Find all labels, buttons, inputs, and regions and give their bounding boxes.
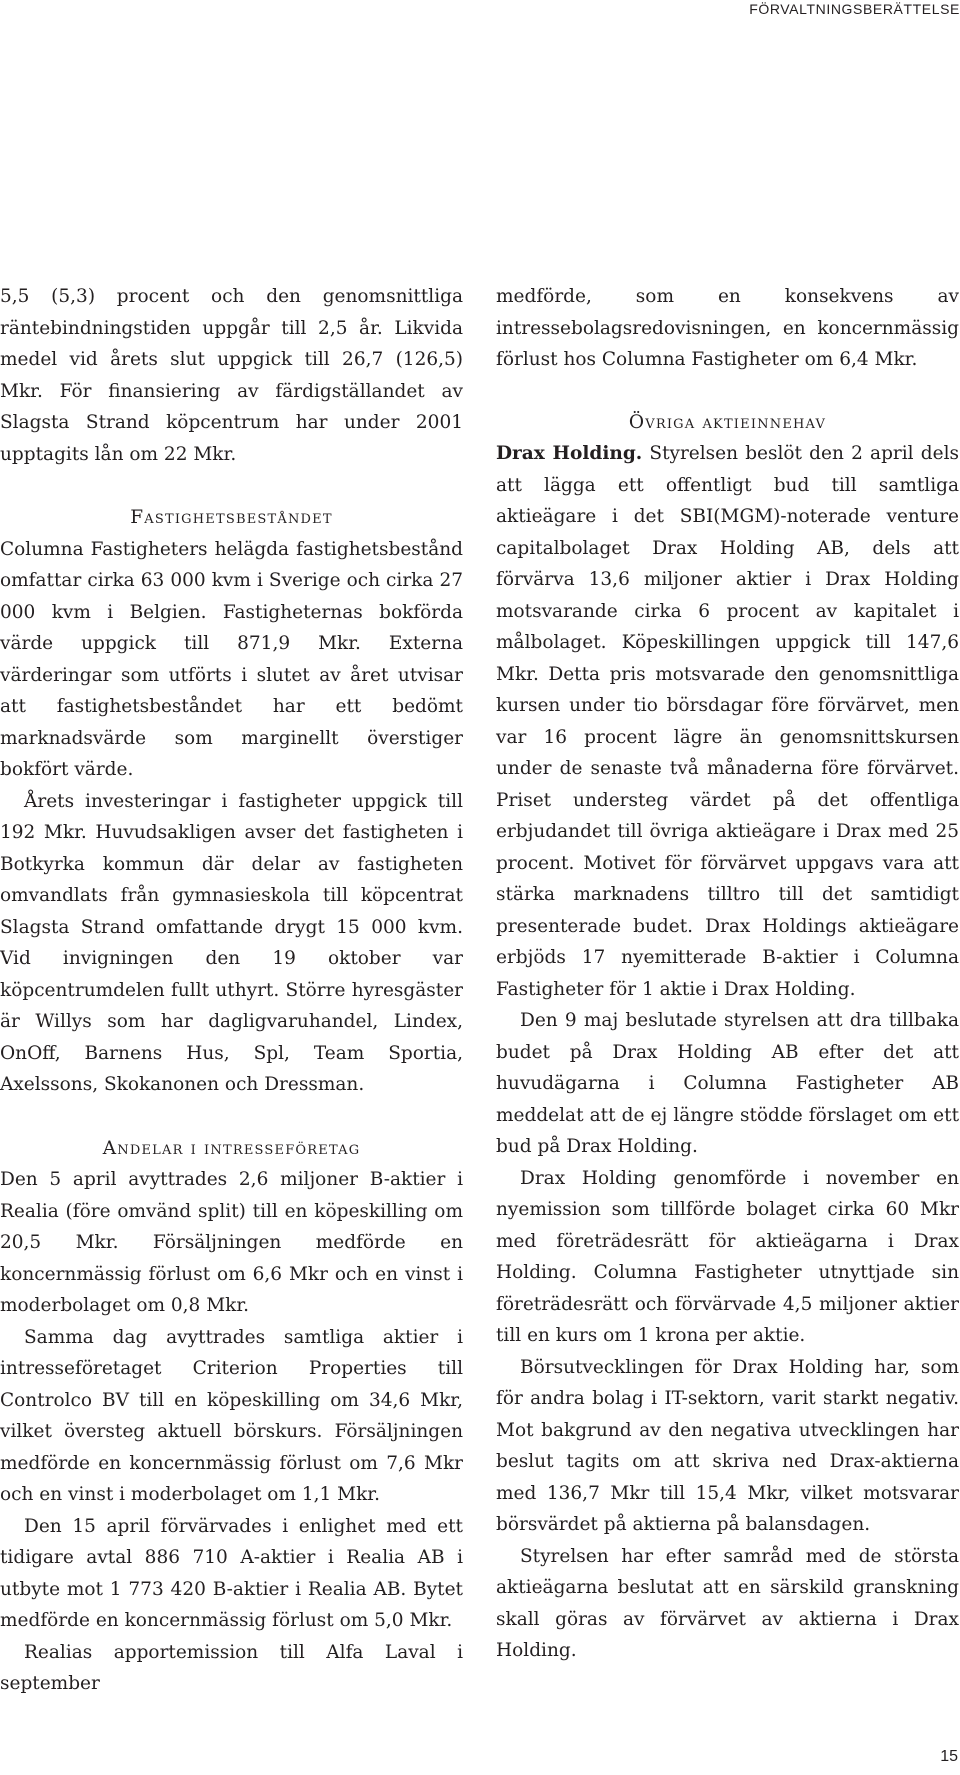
run-in-heading-drax-holding: Drax Holding. — [496, 443, 643, 464]
paragraph: 5,5 (5,3) procent och den genomsnittliga räntebindningstiden uppgår till 2,5 år. Likvida medel vid årets slut uppgick till 26,7 (126,5) Mkr. För finansiering av färdigställandet av Slagsta Strand köpcentrum har under 2001 upptagits lån om 22 Mkr. — [0, 286, 463, 465]
paragraph — [496, 438, 959, 1005]
right-column — [496, 281, 959, 1667]
section-header: FÖRVALTNINGSBERÄTTELSE — [749, 1, 960, 17]
left-column — [0, 281, 463, 1700]
paragraph: Drax Holding genomförde i november en nyemission som tillförde bolaget cirka 60 Mkr med företrädesrätt för aktieägarna i Drax Holding. Columna Fastigheter utnyttjade sin företrädesrätt och förvärvade 4,5 miljoner aktier till en kurs om 1 krona per aktie. — [496, 1167, 959, 1346]
section-heading-fastighetsbestandet: Fastighetsbeståndet — [130, 507, 333, 528]
paragraph: Styrelsen har efter samråd med de största aktieägarna beslutat att en särskild granskning skall göras av förvärvet av aktierna i Drax Holding. — [496, 1545, 959, 1661]
paragraph: Samma dag avyttrades samtliga aktier i intresseföretaget Criterion Properties till Controlco BV till en köpeskilling om 34,6 Mkr, vilket översteg aktuell börskurs. Försäljningen medförde en koncernmässig förlust om 7,6 Mkr och en vinst i moderbolaget om 1,1 Mkr. — [0, 1326, 463, 1505]
paragraph: Den 15 april förvärvades i enlighet med ett tidigare avtal 886 710 A-aktier i Realia AB i utbyte mot 1 773 420 B-aktier i Realia AB. Bytet medförde en koncernmässig förlust om 5,0 Mkr. — [0, 1515, 463, 1631]
paragraph: Columna Fastigheters helägda fastighetsbestånd omfattar cirka 63 000 kvm i Sverige och cirka 27 000 kvm i Belgien. Fastigheternas bokförda värde uppgick till 871,9 Mkr. Externa värderingar som utförts i slutet av året utvisar att fastighetsbeståndet har ett bedömt marknadsvärde som marginellt överstiger bokfört värde. — [0, 538, 463, 780]
paragraph: Årets investeringar i fastigheter uppgick till 192 Mkr. Huvudsakligen avser det fastigheten i Botkyrka kommun där delar av fastigheten omvandlats från gymnasieskola till köpcentrat Slagsta Strand omfattande drygt 15 000 kvm. Vid invigningen den 19 oktober var köpcentrumdelen fullt uthyrt. Större hyresgäster är Willys som har dagligvaruhandel, Lindex, OnOff, Barnens Hus, Spl, Team Sportia, Axelssons, Skokanonen och Dressman. — [0, 790, 463, 1095]
paragraph: medförde, som en konsekvens av intressebolagsredovisningen, en koncernmässig förlust hos Columna Fastigheter om 6,4 Mkr. — [496, 286, 959, 370]
section-heading-ovriga-aktieinnehav: Övriga aktieinnehav — [628, 411, 827, 433]
section-heading-andelar-i-intresseforetag: Andelar i intresseföretag — [102, 1137, 361, 1159]
paragraph: Den 5 april avyttrades 2,6 miljoner B-aktier i Realia (före omvänd split) till en köpeskilling om 20,5 Mkr. Försäljningen medförde en koncernmässig förlust om 6,6 Mkr och en vinst i moderbolaget om 0,8 Mkr. — [0, 1169, 463, 1316]
paragraph: Realias apportemission till Alfa Laval i september — [0, 1641, 463, 1694]
paragraph-text: Styrelsen beslöt den 2 april dels att lägga ett offentligt bud till samtliga aktieägare i det SBI(MGM)-noterade venture capitalbolaget Drax Holding AB, dels att förvärva 13,6 miljoner aktier i Drax Holding motsvarande cirka 6 procent av kapitalet i målbolaget. Köpeskillingen uppgick till 147,6 Mkr. Detta pris motsvarade den genomsnittliga kursen under tio börsdagar före förvärvet, men var 16 procent lägre än genomsnittskursen under de senaste två månaderna före förvärvet. Priset understeg värdet på det offentliga erbjudandet till övriga aktieägare i Drax med 25 procent. Motivet för förvärvet uppgavs vara att stärka marknadens tilltro till det samtidigt presenterade budet. Drax Holdings aktieägare erbjöds 17 nyemitterade B-aktier i Columna Fastigheter för 1 aktie i Drax Holding. — [496, 443, 959, 1000]
page-number: 15 — [940, 1748, 958, 1765]
paragraph: Den 9 maj beslutade styrelsen att dra tillbaka budet på Drax Holding AB efter det att huvudägarna i Columna Fastigheter AB meddelat att de ej längre stödde förslaget om ett bud på Drax Holding. — [496, 1010, 959, 1157]
paragraph: Börsutvecklingen för Drax Holding har, som för andra bolag i IT-sektorn, varit starkt negativ. Mot bakgrund av den negativa utvecklingen har beslut tagits om att skriva ned Drax-aktierna med 136,7 Mkr till 15,4 Mkr, vilket motsvarar börsvärdet på aktierna på balansdagen. — [496, 1356, 959, 1535]
